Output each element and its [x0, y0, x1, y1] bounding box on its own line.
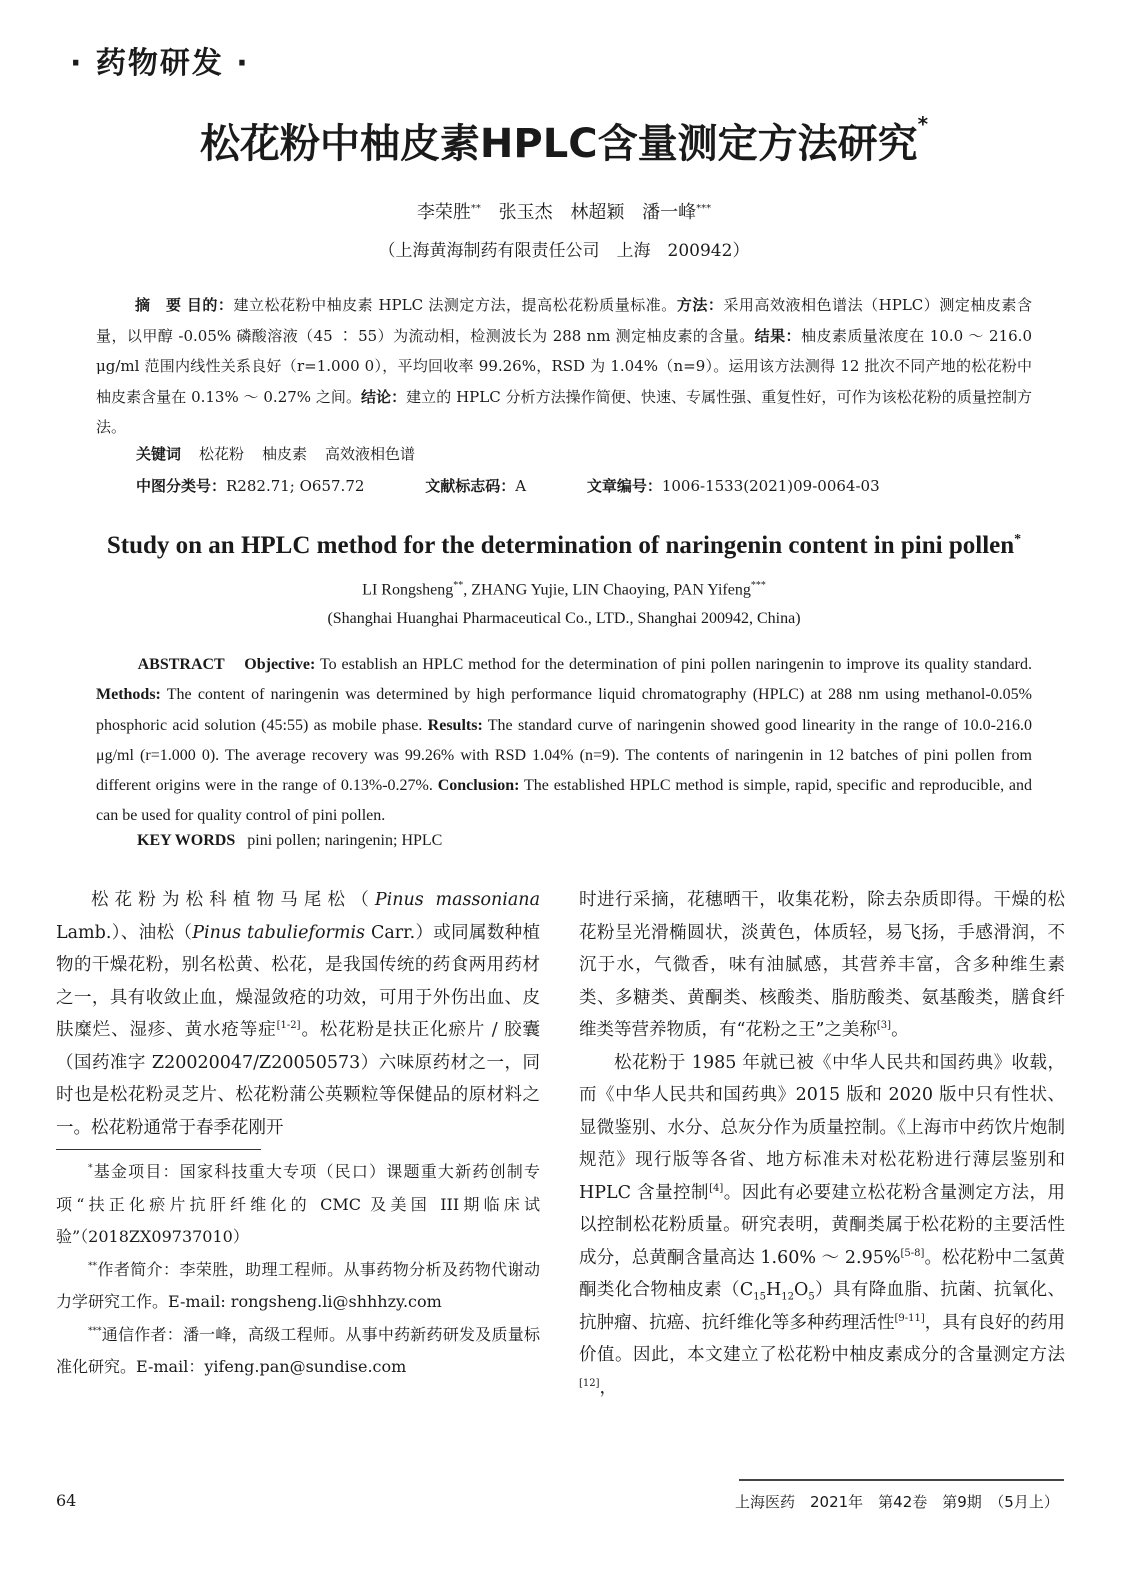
author-en: LI Rongsheng	[362, 581, 454, 599]
footnote-text: 作者简介：李荣胜，助理工程师。从事药物分析及药物代谢动力学研究工作。E-mail: rongsheng.li@shhhzy.com	[56, 1259, 540, 1311]
keywords-en-text: pini pollen; naringenin; HPLC	[247, 832, 443, 849]
results-en-text: The standard curve of naringenin showed good linearity in the range of 10.0-216.0 μg/ml (r=1.000 0). The average recovery was 99.26% with RSD 1.04% (n=9). The contents of naringenin in 12 batches of pini pollen from different origins were in the range of 0.13%-0.27%.	[96, 716, 1033, 795]
abstract-en-label: ABSTRACT	[137, 656, 225, 673]
methods-text: 采用高效液相色谱法（HPLC）测定柚皮素含量，以甲醇 -0.05% 磷酸溶液（45 ∶ 55）为流动相，检测波长为 288 nm 测定柚皮素的含量。	[96, 296, 1032, 345]
footnote-mark: *	[88, 1163, 93, 1174]
objective-en-text: To establish an HPLC method for the determination of pini pollen naringenin to improve its quality standard.	[319, 656, 1033, 673]
author-name: 林超颖	[570, 202, 625, 223]
section-tag: · 药物研发 ·	[70, 46, 250, 81]
title-cn	[0, 112, 1128, 169]
formula-subscript: 15	[753, 1291, 767, 1303]
journal-info: 上海医药 2021年 第42卷 第9期 （5月上）	[735, 1493, 1059, 1511]
title-en-text: Study on an HPLC method for the determination of naringenin content in pini pollen	[106, 532, 1015, 559]
keywords-en	[137, 832, 442, 850]
body-text: 时进行采摘，花穗晒干，收集花粉，除去杂质即得。干燥的松花粉呈光滑椭圆状，淡黄色，体质轻，易飞扬，手感滑润，不沉于水，气微香，味有油腻感，其营养丰富，含多种维生素类、多糖类、黄酮类、核酸类、脂肪酸类、氨基酸类，膳食纤维类等营养物质，有“花粉之王”之美称	[579, 890, 1065, 1040]
body-paragraph	[579, 884, 1065, 1047]
citation-ref: [4]	[709, 1182, 724, 1194]
body-text: 。松花粉中二氢黄酮类化合物柚皮素（C	[579, 1247, 1065, 1300]
body-text: 松花粉于 1985 年就已被《中华人民共和国药典》收载，而《中华人民共和国药典》2015 版和 2020 版中只有性状、显微鉴别、水分、总灰分作为质量控制。《上海市中药饮片炮制规范》现行版等各省、地方标准未对松花粉进行薄层鉴别和 HPLC 含量控制	[579, 1052, 1065, 1203]
methods-en-label: Methods:	[96, 686, 161, 704]
abstract-cn	[96, 290, 1032, 443]
methods-label: 方法：	[676, 296, 724, 314]
title-en	[0, 532, 1128, 560]
page-number: 64	[56, 1491, 77, 1510]
conclusion-en-text: The established HPLC method is simple, rapid, specific and reproducible, and can be used for quality control of pini pollen.	[96, 777, 1033, 825]
keywords-en-label: KEY WORDS	[137, 832, 236, 849]
keyword: 高效液相色谱	[325, 445, 416, 463]
author-mark: ***	[696, 203, 712, 214]
conclusion-text: 建立的 HPLC 分析方法操作简便、快速、专属性强、重复性好，可作为该松花粉的质量控制方法。	[96, 387, 1032, 436]
citation-ref: [1-2]	[276, 1020, 301, 1032]
body-text: 松花粉为松科植物马尾松（	[91, 890, 375, 910]
species-name: Pinus tabulieformis	[192, 922, 366, 943]
body-text: Carr.）或同属数种植物的干燥花粉，别名松黄、松花，是我国传统的药食两用药材之一，具有收敛止血，燥湿敛疮的功效，可用于外伤出血、皮肤糜烂、湿疹、黄水疮等症	[56, 922, 541, 1040]
body-paragraph	[579, 1047, 1065, 1405]
objective-en-label: Objective:	[244, 656, 316, 673]
results-en-label: Results:	[427, 716, 483, 734]
body-text: ，	[599, 1377, 618, 1398]
results-label: 结果：	[754, 326, 802, 345]
author-en-mark: **	[453, 580, 464, 591]
doc-label: 文献标志码：	[425, 477, 516, 495]
body-text: ）具有降血脂、抗菌、抗氧化、抗肿瘤、抗癌、抗纤维化等多种药理活性	[579, 1280, 1066, 1333]
footnote-text: 通信作者：潘一峰，高级工程师。从事中药新药研发及质量标准化研究。E-mail：yifeng.pan@sundise.com	[56, 1324, 540, 1376]
clc-value: R282.71; O657.72	[226, 477, 365, 495]
methods-en-text: The content of naringenin was determined by high performance liquid chromatography (HPLC) at 288 nm using methanol-0.05% phosphoric acid solution (45:55) as mobile phase.	[96, 686, 1032, 734]
objective-text: 建立松花粉中柚皮素 HPLC 法测定方法，提高松花粉质量标准。	[233, 296, 677, 314]
footnote-funding	[56, 1156, 540, 1254]
title-cn-text: 松花粉中柚皮素HPLC含量测定方法研究	[199, 121, 918, 167]
keywords-cn	[136, 443, 415, 464]
body-text: 。	[891, 1020, 909, 1040]
formula-subscript: 5	[808, 1291, 815, 1303]
body-column-right	[579, 884, 1065, 1404]
results-text: 柚皮素质量浓度在 10.0 ～ 216.0 μg/ml 范围内线性关系良好（r=1.000 0），平均回收率 99.26%，RSD 为 1.04%（n=9）。运用该方法测得 12 批次不同产地的松花粉中柚皮素含量在 0.13% ～ 0.27% 之间。	[96, 326, 1032, 406]
body-text: O	[794, 1280, 809, 1300]
footnote-rule	[56, 1149, 261, 1150]
keyword: 柚皮素	[262, 445, 308, 463]
authors-en	[0, 580, 1128, 599]
article-label: 文章编号：	[586, 477, 662, 495]
footnote-text: 基金项目：国家科技重大专项（民口）课题重大新药创制专项“扶正化瘀片抗肝纤维化的 CMC 及美国 III期临床试验”（2018ZX09737010）	[56, 1162, 540, 1246]
authors-en-rest: , ZHANG Yujie, LIN Chaoying, PAN Yifeng	[463, 581, 751, 599]
abstract-en	[96, 650, 1032, 832]
conclusion-en-label: Conclusion:	[437, 777, 520, 795]
body-text: 。松花粉是扶正化瘀片 / 胶囊（国药准字 Z20020047/Z20050573）六味原药材之一，同时也是松花粉灵芝片、松花粉蒲公英颗粒等保健品的原材料之一。松花粉通常于春季花刚开	[56, 1020, 541, 1138]
body-text: H	[766, 1280, 782, 1300]
citation-ref: [3]	[876, 1020, 892, 1032]
objective-label: 目的：	[186, 296, 234, 314]
affiliation-en: (Shanghai Huanghai Pharmaceutical Co., LTD., Shanghai 200942, China)	[327, 610, 801, 627]
author-mark: **	[470, 203, 481, 214]
formula-subscript: 12	[781, 1291, 795, 1303]
authors-cn	[0, 198, 1128, 224]
footer-rule	[739, 1479, 1064, 1481]
abstract-label: 摘 要	[135, 296, 182, 314]
title-cn-mark: *	[917, 112, 929, 136]
species-name: Pinus massoniana	[374, 890, 541, 910]
citation-ref: [9-11]	[894, 1312, 925, 1324]
body-text: Lamb.）、油松（	[56, 922, 193, 943]
doc-value: A	[515, 477, 527, 495]
author-name: 张玉杰	[498, 202, 553, 223]
classification-line	[136, 475, 1036, 496]
body-paragraph	[56, 884, 540, 1144]
footnotes	[56, 1156, 540, 1384]
keyword: 松花粉	[199, 445, 245, 463]
citation-ref: [5-8]	[900, 1247, 925, 1259]
footnote-mark: **	[88, 1261, 97, 1272]
article-value: 1006-1533(2021)09-0064-03	[661, 477, 880, 495]
title-en-mark: *	[1014, 532, 1022, 547]
body-text: 。因此有必要建立松花粉含量测定方法，用以控制松花粉质量。研究表明，黄酮类属于松花粉的主要活性成分，总黄酮含量高达 1.60% ～ 2.95%	[579, 1182, 1065, 1268]
author-name: 李荣胜	[416, 202, 471, 223]
affiliation-cn: （上海黄海制药有限责任公司 上海 200942）	[378, 241, 750, 261]
citation-ref: [12]	[579, 1377, 600, 1389]
clc-label: 中图分类号：	[136, 477, 227, 495]
footnote-mark: ***	[88, 1326, 102, 1337]
author-en-mark: ***	[750, 580, 766, 591]
keywords-label: 关键词	[136, 445, 182, 463]
footnote-author	[56, 1254, 540, 1319]
body-text: ，具有良好的药用价值。因此，本文建立了松花粉中柚皮素成分的含量测定方法	[579, 1312, 1066, 1365]
body-column-left	[56, 884, 540, 1144]
footnote-correspondence	[56, 1319, 540, 1384]
conclusion-label: 结论：	[361, 387, 407, 406]
author-name: 潘一峰	[642, 202, 697, 223]
